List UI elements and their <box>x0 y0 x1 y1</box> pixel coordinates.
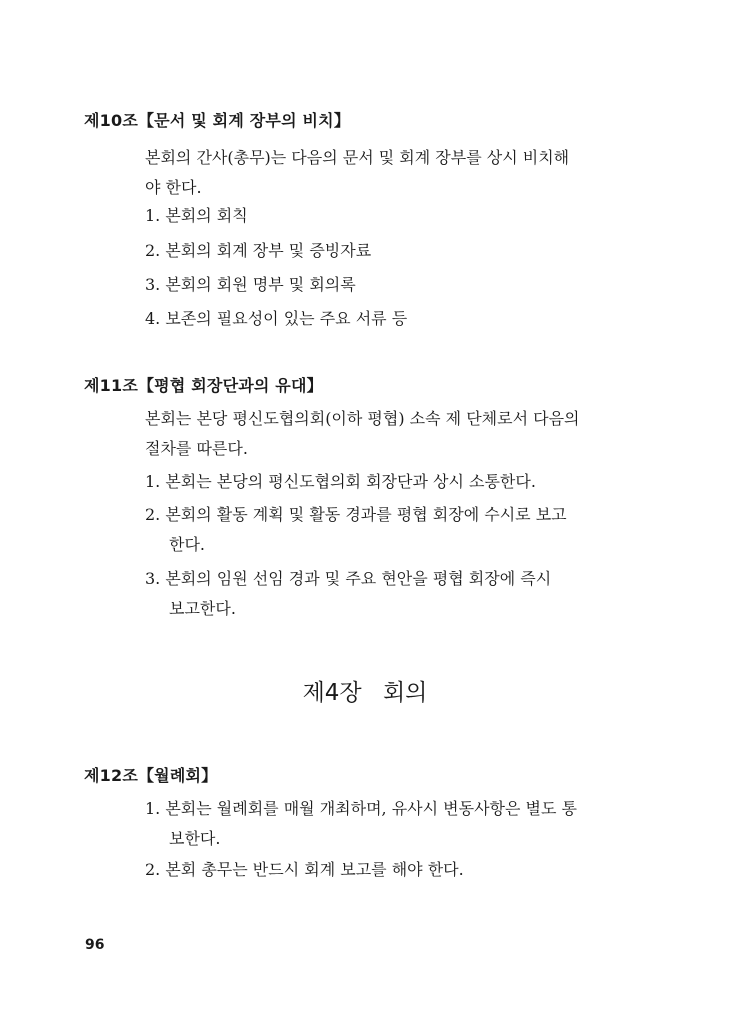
article-10-item-4: 4. 보존의 필요성이 있는 주요 서류 등 <box>145 309 408 328</box>
article-11-body <box>145 404 640 464</box>
article-11-item-2 <box>145 500 640 560</box>
article-11-item-2-line-1: 2. 본회의 활동 계획 및 활동 경과를 평협 회장에 수시로 보고 <box>145 505 567 524</box>
article-10-body-line-2: 야 한다. <box>145 178 202 197</box>
article-10-item-1: 1. 본회의 회칙 <box>145 206 248 225</box>
article-11-heading: 제11조【평협 회장단과의 유대】 <box>84 376 323 395</box>
chapter-title: 제4장 회의 <box>302 680 428 706</box>
article-11-item-3 <box>145 564 640 624</box>
article-11-item-3-line-2: 보고한다. <box>169 599 236 618</box>
article-12-item-1-line-1: 1. 본회는 월례회를 매월 개최하며, 유사시 변동사항은 별도 통 <box>145 799 577 818</box>
article-11-body-line-1: 본회는 본당 평신도협의회(이하 평협) 소속 제 단체로서 다음의 <box>145 409 580 428</box>
article-10-item-2: 2. 본회의 회계 장부 및 증빙자료 <box>145 241 372 260</box>
article-10-body <box>145 143 640 203</box>
article-11-body-line-2: 절차를 따른다. <box>145 439 248 458</box>
article-10-heading: 제10조【문서 및 회계 장부의 비치】 <box>84 111 351 130</box>
article-11-item-3-line-1: 3. 본회의 임원 선임 경과 및 주요 현안을 평협 회장에 즉시 <box>145 569 552 588</box>
article-10-item-3: 3. 본회의 회원 명부 및 회의록 <box>145 275 356 294</box>
article-11-item-2-line-2: 한다. <box>169 535 205 554</box>
article-12-item-1-line-2: 보한다. <box>169 829 221 848</box>
page-number: 96 <box>85 937 105 953</box>
article-12-heading: 제12조【월례회】 <box>84 766 218 785</box>
article-11-item-1: 1. 본회는 본당의 평신도협의회 회장단과 상시 소통한다. <box>145 472 536 491</box>
article-10-body-line-1: 본회의 간사(총무)는 다음의 문서 및 회계 장부를 상시 비치해 <box>145 148 570 167</box>
article-12-item-1 <box>145 794 640 854</box>
article-12-item-2: 2. 본회 총무는 반드시 회계 보고를 해야 한다. <box>145 860 464 879</box>
